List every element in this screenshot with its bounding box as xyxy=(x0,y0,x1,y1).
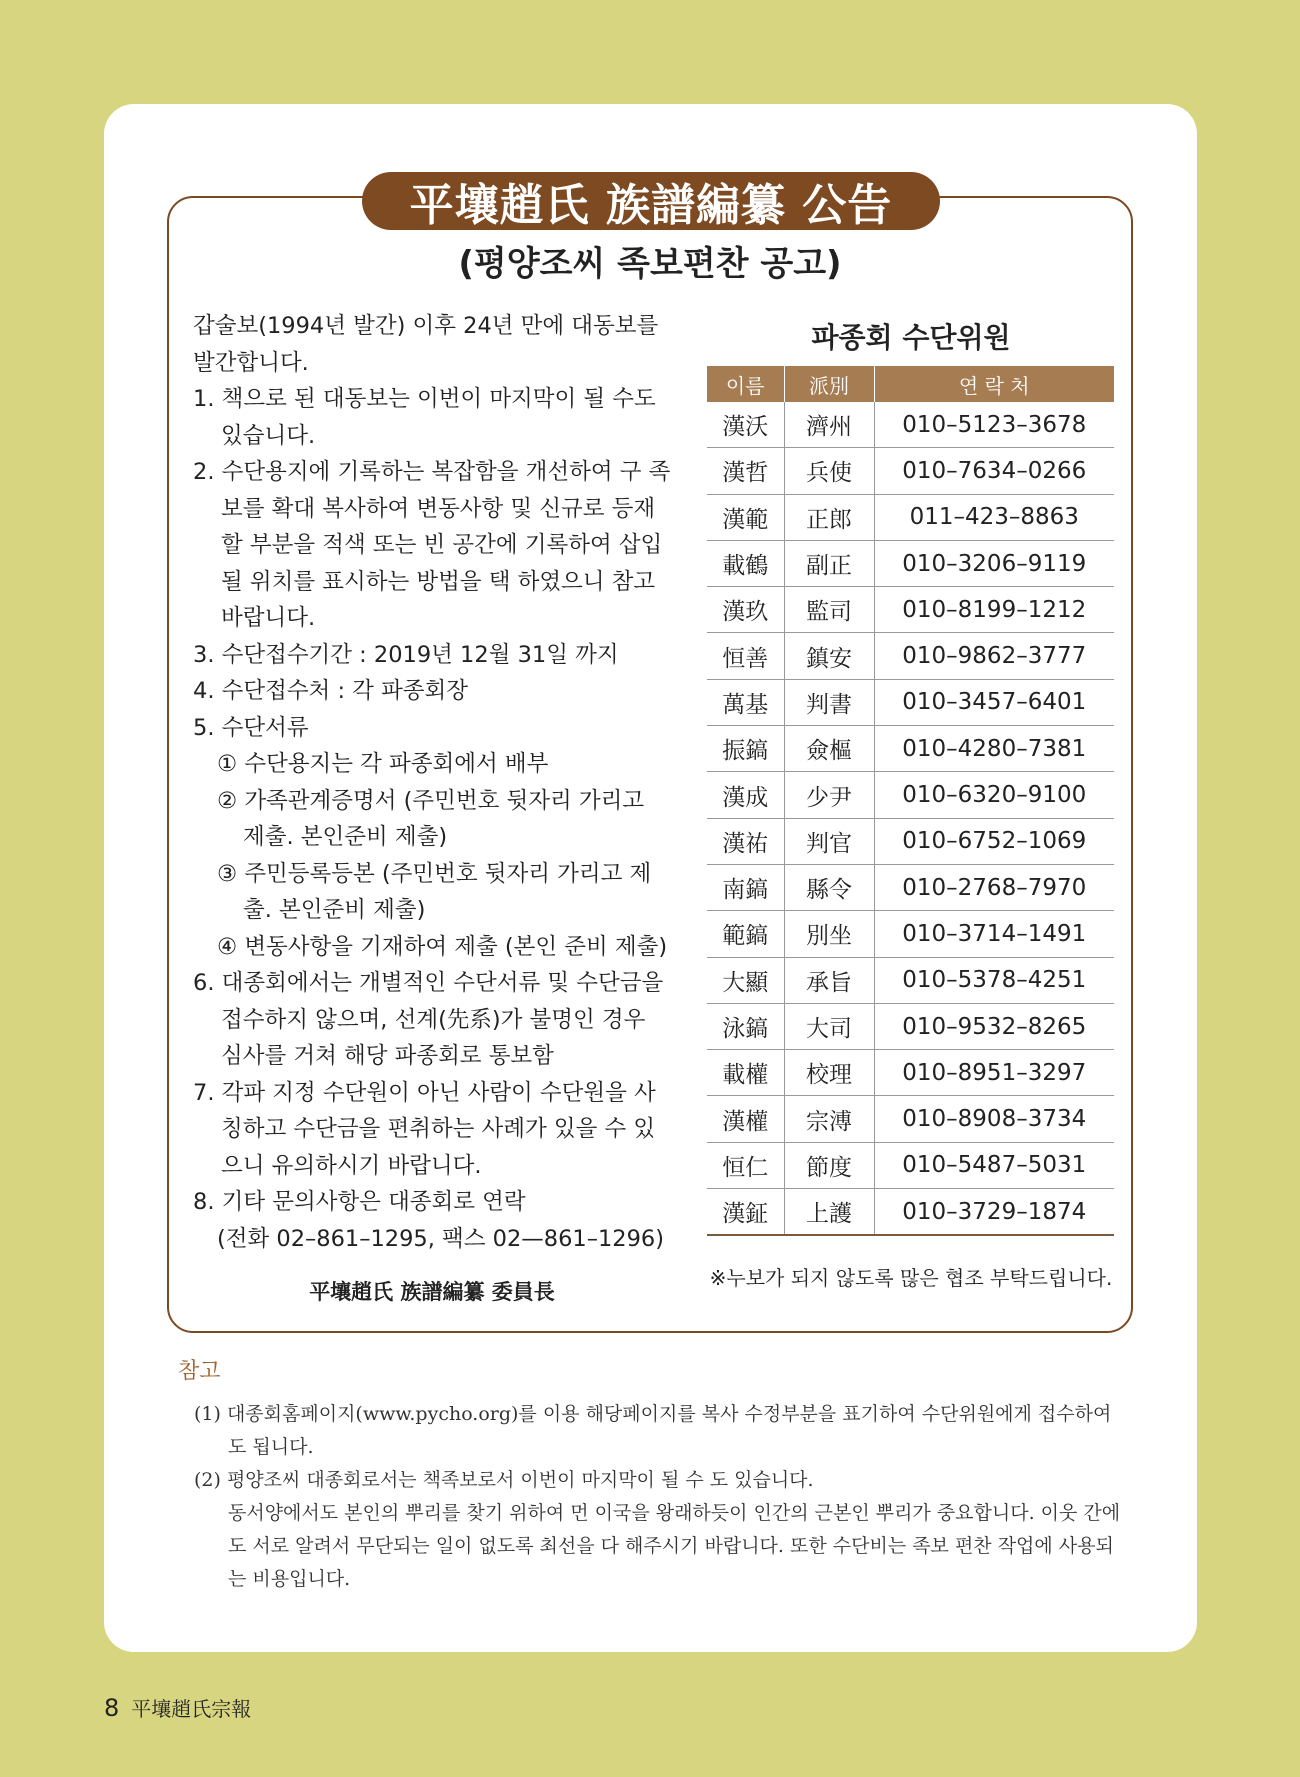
branch-cell: 承旨 xyxy=(784,957,874,1003)
name-cell: 大顯 xyxy=(707,957,784,1003)
phone-cell: 010–4280–7381 xyxy=(874,726,1114,772)
table-row xyxy=(707,1003,1114,1049)
phone-cell: 010–8199–1212 xyxy=(874,587,1114,633)
branch-cell: 兵使 xyxy=(784,448,874,494)
name-cell: 漢權 xyxy=(707,1096,784,1142)
branch-cell: 判書 xyxy=(784,679,874,725)
table-header-row xyxy=(707,366,1114,402)
table-row xyxy=(707,1189,1114,1236)
notice-subtitle: (평양조씨 족보편찬 공고) xyxy=(458,244,842,284)
publication-name: 平壤趙氏宗報 xyxy=(131,1697,252,1721)
table-row xyxy=(707,679,1114,725)
branch-cell: 鎮安 xyxy=(784,633,874,679)
name-cell: 南鎬 xyxy=(707,864,784,910)
phone-cell: 010–8908–3734 xyxy=(874,1096,1114,1142)
phone-cell: 010–3729–1874 xyxy=(874,1189,1114,1236)
name-cell: 載權 xyxy=(707,1050,784,1096)
table-row xyxy=(707,1142,1114,1188)
reference-item: (1) 대종회홈페이지(www.pycho.org)를 이용 해당페이지를 복사 수정부분을 표기하여 수단위원에게 접수하여도 됩니다. xyxy=(194,1403,1112,1458)
table-row xyxy=(707,864,1114,910)
table-row xyxy=(707,957,1114,1003)
reference-item: (2) 평양조씨 대종회로서는 책족보로서 이번이 마지막이 될 수 도 있습니다. xyxy=(194,1469,814,1491)
list-item: 3. 수단접수기간 : 2019년 12월 31일 까지 xyxy=(193,641,619,668)
table-row xyxy=(707,818,1114,864)
committee-note: ※누보가 되지 않도록 많은 협조 부탁드립니다. xyxy=(709,1266,1113,1290)
contact-line: (전화 02–861–1295, 팩스 02—861–1296) xyxy=(217,1225,665,1252)
phone-cell: 010–6752–1069 xyxy=(874,818,1114,864)
name-cell: 漢哲 xyxy=(707,448,784,494)
branch-cell: 大司 xyxy=(784,1003,874,1049)
name-cell: 範鎬 xyxy=(707,911,784,957)
name-cell: 萬基 xyxy=(707,679,784,725)
name-cell: 漢玖 xyxy=(707,587,784,633)
name-cell: 泳鎬 xyxy=(707,1003,784,1049)
table-row xyxy=(707,587,1114,633)
phone-cell: 010–3206–9119 xyxy=(874,540,1114,586)
phone-cell: 010–2768–7970 xyxy=(874,864,1114,910)
phone-cell: 010–6320–9100 xyxy=(874,772,1114,818)
header-contact: 연 락 처 xyxy=(874,366,1114,402)
branch-cell: 濟州 xyxy=(784,402,874,448)
name-cell: 載鶴 xyxy=(707,540,784,586)
phone-cell: 010–9862–3777 xyxy=(874,633,1114,679)
branch-cell: 正郎 xyxy=(784,494,874,540)
table-row xyxy=(707,402,1114,448)
table-row xyxy=(707,772,1114,818)
branch-cell: 少尹 xyxy=(784,772,874,818)
reference-title: 참고 xyxy=(178,1359,221,1384)
header-branch: 派別 xyxy=(784,366,874,402)
page-number: 8 xyxy=(104,1694,120,1722)
committee-table xyxy=(707,366,1114,1236)
branch-cell: 副正 xyxy=(784,540,874,586)
table-row xyxy=(707,726,1114,772)
name-cell: 振鎬 xyxy=(707,726,784,772)
table-row xyxy=(707,633,1114,679)
branch-cell: 校理 xyxy=(784,1050,874,1096)
header-name: 이름 xyxy=(707,366,784,402)
sub-list-item: ② 가족관계증명서 (주민번호 뒷자리 가리고 제출. 본인준비 제출) xyxy=(217,787,645,850)
list-item: 8. 기타 문의사항은 대종회로 연락 xyxy=(193,1189,526,1215)
branch-cell: 縣令 xyxy=(784,864,874,910)
list-item: 7. 각파 지정 수단원이 아닌 사람이 수단원을 사칭하고 수단금을 편취하는 사례가 있을 수 있으니 유의하시기 바랍니다. xyxy=(193,1079,656,1179)
name-cell: 恒善 xyxy=(707,633,784,679)
sub-list-item: ③ 주민등록등본 (주민번호 뒷자리 가리고 제출. 본인준비 제출) xyxy=(217,860,652,923)
table-row xyxy=(707,494,1114,540)
phone-cell: 010–5487–5031 xyxy=(874,1142,1114,1188)
sub-list-item: ① 수단용지는 각 파종회에서 배부 xyxy=(217,751,549,777)
list-item: 2. 수단용지에 기록하는 복잡함을 개선하여 구 족보를 확대 복사하여 변동사항 및 신규로 등재할 부분을 적색 또는 빈 공간에 기록하여 삽입 될 위치를 표시하는 방법을 택 하였으니 참고 바랍니다. xyxy=(193,459,671,631)
list-item: 6. 대종회에서는 개별적인 수단서류 및 수단금을 접수하지 않으며, 선계(先系)가 불명인 경우 심사를 거쳐 해당 파종회로 통보함 xyxy=(193,970,664,1069)
intro-paragraph: 갑술보(1994년 발간) 이후 24년 만에 대동보를 발간합니다. xyxy=(193,313,659,376)
list-item: 4. 수단접수처 : 각 파종회장 xyxy=(193,678,469,704)
branch-cell: 別坐 xyxy=(784,911,874,957)
name-cell: 漢範 xyxy=(707,494,784,540)
name-cell: 恒仁 xyxy=(707,1142,784,1188)
phone-cell: 010–9532–8265 xyxy=(874,1003,1114,1049)
name-cell: 漢成 xyxy=(707,772,784,818)
branch-cell: 監司 xyxy=(784,587,874,633)
list-item: 1. 책으로 된 대동보는 이번이 마지막이 될 수도 있습니다. xyxy=(193,386,656,449)
table-row xyxy=(707,1050,1114,1096)
name-cell: 漢鉦 xyxy=(707,1189,784,1236)
sub-list-item: ④ 변동사항을 기재하여 제출 (본인 준비 제출) xyxy=(217,933,668,960)
table-row xyxy=(707,540,1114,586)
name-cell: 漢祐 xyxy=(707,818,784,864)
notice-title: 平壤趙氏 族譜編纂 公告 xyxy=(362,172,940,230)
phone-cell: 011–423–8863 xyxy=(874,494,1114,540)
list-item: 5. 수단서류 xyxy=(193,714,309,741)
reference-list xyxy=(194,1398,1129,1596)
notice-body xyxy=(193,308,671,1257)
phone-cell: 010–3457–6401 xyxy=(874,679,1114,725)
table-row xyxy=(707,911,1114,957)
phone-cell: 010–8951–3297 xyxy=(874,1050,1114,1096)
branch-cell: 僉樞 xyxy=(784,726,874,772)
branch-cell: 節度 xyxy=(784,1142,874,1188)
table-row xyxy=(707,1096,1114,1142)
chairman-signature: 平壤趙氏 族譜編纂 委員長 xyxy=(309,1280,555,1304)
branch-cell: 判官 xyxy=(784,818,874,864)
committee-title: 파종회 수단위원 xyxy=(811,321,1011,354)
phone-cell: 010–5378–4251 xyxy=(874,957,1114,1003)
phone-cell: 010–5123–3678 xyxy=(874,402,1114,448)
page-footer xyxy=(104,1693,251,1722)
phone-cell: 010–7634–0266 xyxy=(874,448,1114,494)
branch-cell: 上護 xyxy=(784,1189,874,1236)
table-row xyxy=(707,448,1114,494)
name-cell: 漢沃 xyxy=(707,402,784,448)
phone-cell: 010–3714–1491 xyxy=(874,911,1114,957)
reference-item-continued: 동서양에서도 본인의 뿌리를 찾기 위하여 먼 이국을 왕래하듯이 인간의 근본인 뿌리가 중요합니다. 이웃 간에도 서로 알려서 무단되는 일이 없도록 최선을 다 해주시기 바랍니다. 또한 수단비는 족보 편찬 작업에 사용되는 비용입니다. xyxy=(228,1502,1121,1590)
branch-cell: 宗溥 xyxy=(784,1096,874,1142)
